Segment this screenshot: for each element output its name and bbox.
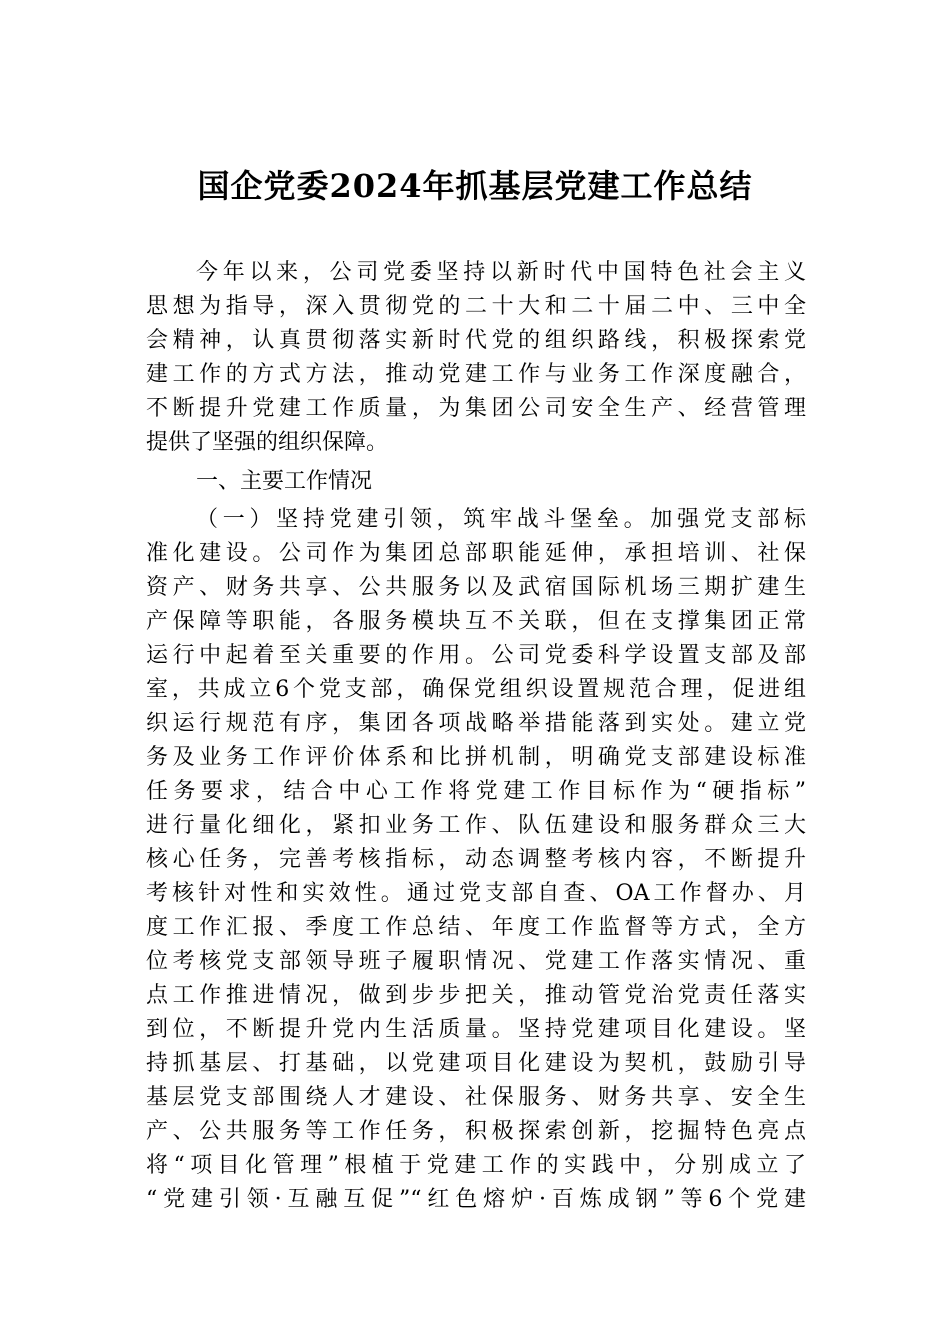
intro-line: 不断提升党建工作质量，为集团公司安全生产、经营管理: [146, 396, 806, 421]
body-line: 准化建设。公司作为集团总部职能延伸，承担培训、社保: [146, 541, 806, 566]
body-line: 到位，不断提升党内生活质量。坚持党建项目化建设。坚: [146, 1017, 806, 1042]
body-line: 产、公共服务等工作任务，积极探索创新，挖掘特色亮点: [146, 1119, 806, 1144]
body-line: 产保障等职能，各服务模块互不关联，但在支撑集团正常: [146, 609, 806, 634]
section-heading: 一、主要工作情况: [196, 469, 373, 494]
body-line: 室，共成立6个党支部，确保党组织设置规范合理，促进组: [146, 677, 806, 702]
body-line: 基层党支部围绕人才建设、社保服务、财务共享、安全生: [146, 1085, 806, 1110]
intro-line: 思想为指导，深入贯彻党的二十大和二十届二中、三中全: [146, 294, 806, 319]
intro-line: 会精神，认真贯彻落实新时代党的组织路线，积极探索党: [146, 328, 806, 353]
body-line: 度工作汇报、季度工作总结、年度工作监督等方式，全方: [146, 915, 806, 940]
body-line: 持抓基层、打基础，以党建项目化建设为契机，鼓励引导: [146, 1051, 806, 1076]
body-line: 核心任务，完善考核指标，动态调整考核内容，不断提升: [146, 847, 806, 872]
body-line: （一）坚持党建引领，筑牢战斗堡垒。加强党支部标: [196, 507, 806, 532]
body-line: 织运行规范有序，集团各项战略举措能落到实处。建立党: [146, 711, 806, 736]
body-line: “党建引领·互融互促”“红色熔炉·百炼成钢”等6个党建: [146, 1187, 806, 1212]
body-line: 资产、财务共享、公共服务以及武宿国际机场三期扩建生: [146, 575, 806, 600]
body-line: 务及业务工作评价体系和比拼机制，明确党支部建设标准: [146, 745, 806, 770]
document-title: 国企党委2024年抓基层党建工作总结: [197, 167, 753, 205]
body-line: 点工作推进情况，做到步步把关，推动管党治党责任落实: [146, 983, 806, 1008]
intro-line: 今年以来，公司党委坚持以新时代中国特色社会主义: [196, 260, 806, 285]
intro-line: 提供了坚强的组织保障。: [146, 430, 389, 455]
body-line: 进行量化细化，紧扣业务工作、队伍建设和服务群众三大: [146, 813, 806, 838]
body-line: 任务要求，结合中心工作将党建工作目标作为“硬指标”: [146, 779, 806, 804]
body-line: 运行中起着至关重要的作用。公司党委科学设置支部及部: [146, 643, 806, 668]
body-line: 位考核党支部领导班子履职情况、党建工作落实情况、重: [146, 949, 806, 974]
intro-line: 建工作的方式方法，推动党建工作与业务工作深度融合，: [146, 362, 806, 387]
body-line: 考核针对性和实效性。通过党支部自查、OA工作督办、月: [146, 881, 806, 906]
body-line: 将“项目化管理”根植于党建工作的实践中，分别成立了: [146, 1153, 806, 1178]
